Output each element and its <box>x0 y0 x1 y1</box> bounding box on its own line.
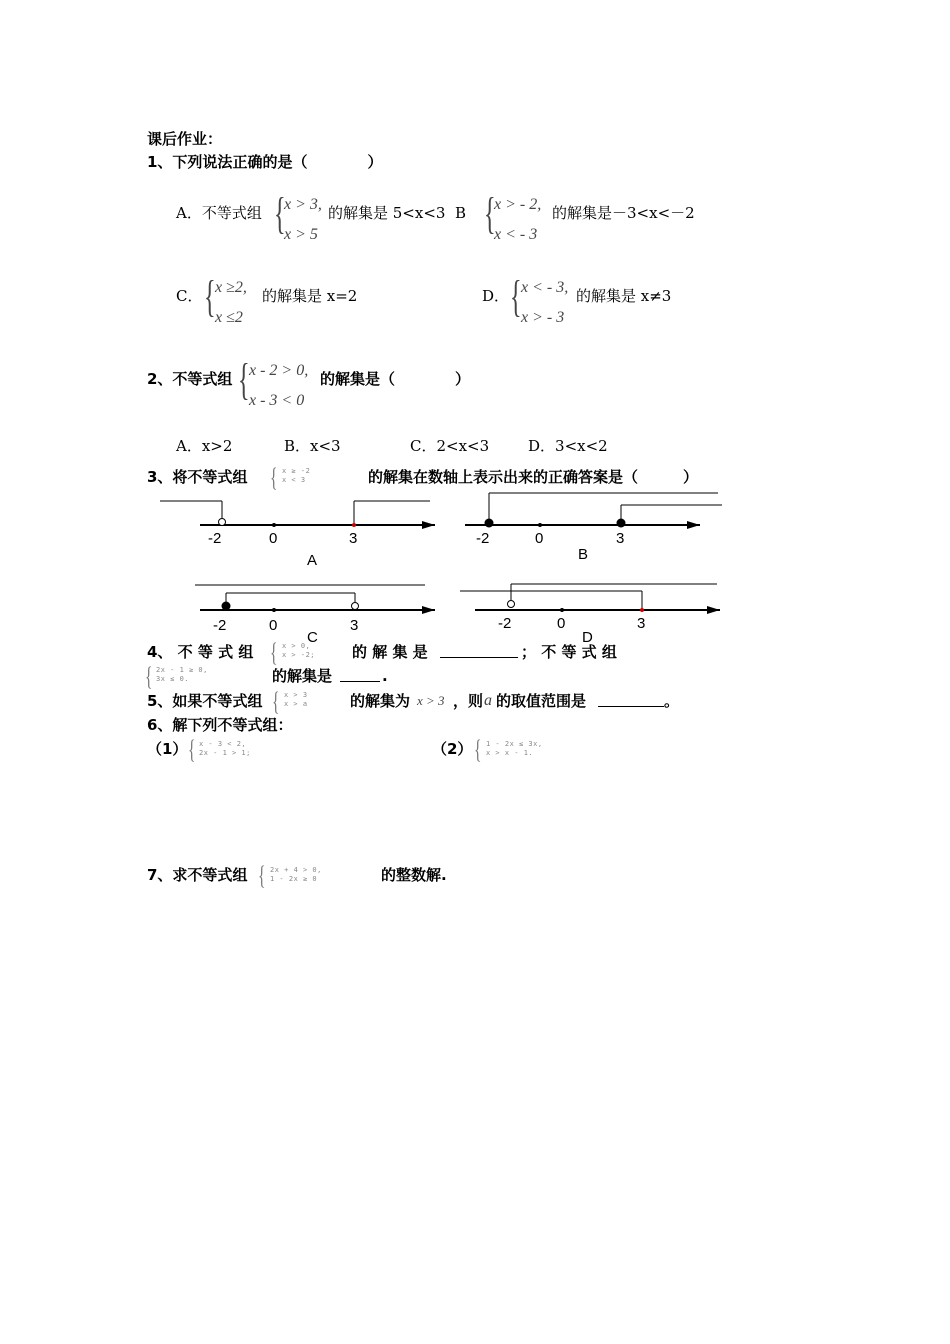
c-tick-0: 0 <box>269 617 278 634</box>
q5-stem-e: 。 <box>664 692 680 710</box>
q2-stem-b: 的解集是（ ） <box>320 370 471 388</box>
q5-stem-a: 5、如果不等式组 <box>147 692 263 710</box>
q4-stem-c: ； 不 等 式 组 <box>521 643 617 661</box>
q2-brace: { <box>238 355 250 404</box>
q5-answer-blank[interactable] <box>598 692 664 707</box>
q1-d-brace: { <box>510 272 522 321</box>
q4-stem-e: . <box>382 667 388 685</box>
a-tick-0: 0 <box>269 530 278 547</box>
q6-part1-brace: { <box>188 735 196 764</box>
q4-brace-2: { <box>145 662 153 691</box>
q2-option-b: B．x<3 <box>284 437 341 455</box>
q5-stem-b: 的解集为 <box>350 692 411 710</box>
q3-sys-line1: x ≥ -2 <box>282 467 311 475</box>
d-tick-3: 3 <box>637 615 646 632</box>
q7-sys-line2: 1 - 2x ≥ 0 <box>270 875 318 883</box>
q6-part1-line1: x - 3 < 2, <box>199 740 247 748</box>
q1-option-b-text: 的解集是－3<x<－2 <box>552 204 695 222</box>
d-tick-0: 0 <box>557 615 566 632</box>
q2-option-c: C．2<x<3 <box>410 437 490 455</box>
q4-answer-blank-1[interactable] <box>440 643 518 658</box>
q7-stem-a: 7、求不等式组 <box>147 866 248 884</box>
q1-a-brace: { <box>274 189 286 238</box>
b-option-label: B <box>578 546 589 563</box>
number-line-c <box>195 580 445 650</box>
q1-option-a-label: A．不等式组 <box>176 204 262 222</box>
q4-sys1-line2: x > -2; <box>282 651 316 659</box>
a-tick-3: 3 <box>349 530 358 547</box>
q4-stem-b: 的 解 集 是 <box>352 643 428 661</box>
q3-stem-b: 的解集在数轴上表示出来的正确答案是（ ） <box>368 468 699 486</box>
q5-variable: a <box>484 692 492 709</box>
q1-option-d-label: D． <box>482 287 510 305</box>
c-tick-3: 3 <box>350 617 359 634</box>
q5-brace: { <box>272 687 280 716</box>
q1-option-a-text: 的解集是 5<x<3 <box>328 204 446 222</box>
q1-option-c-label: C． <box>176 287 203 305</box>
q3-sys-line2: x < 3 <box>282 476 306 484</box>
q4-stem-a: 4、 不 等 式 组 <box>147 643 254 661</box>
q3-brace: { <box>270 463 278 492</box>
q6-part2-label: （2） <box>432 740 473 758</box>
number-line-a <box>150 495 450 570</box>
q2-stem-a: 2、不等式组 <box>147 370 233 388</box>
q7-stem-b: 的整数解. <box>381 866 447 884</box>
q6-part1-label: （1） <box>147 740 188 758</box>
b-tick-0: 0 <box>535 530 544 547</box>
q1-option-d-text: 的解集是 x≠3 <box>576 287 672 305</box>
c-option-label: C <box>307 629 318 646</box>
q1-option-b-label: B <box>455 204 467 222</box>
q5-sys-line2: x > a <box>284 700 308 708</box>
q7-sys-line1: 2x + 4 > 0, <box>270 866 322 874</box>
q2-line1: x - 2 > 0, <box>249 362 309 379</box>
q2-line2: x - 3 < 0 <box>249 392 305 409</box>
q5-stem-c: ，则 <box>453 692 484 710</box>
q1-c-brace: { <box>204 272 216 321</box>
q1-b-line1: x > - 2, <box>494 196 542 213</box>
q1-d-line2: x > - 3 <box>521 309 565 326</box>
d-tick-neg2: -2 <box>498 615 512 632</box>
a-option-label: A <box>307 552 318 569</box>
q2-option-a: A．x>2 <box>176 437 233 455</box>
q4-sys1-line1: x > 0, <box>282 642 311 650</box>
b-tick-3: 3 <box>616 530 625 547</box>
q4-stem-d: 的解集是 <box>272 667 333 685</box>
q1-b-brace: { <box>484 189 496 238</box>
d-option-label: D <box>582 629 593 646</box>
q1-c-line1: x ≥2, <box>215 279 247 296</box>
homework-title: 课后作业： <box>147 130 223 148</box>
q1-a-line1: x > 3, <box>284 196 322 213</box>
b-tick-neg2: -2 <box>476 530 490 547</box>
q6-part2-line2: x > x - 1. <box>486 749 534 757</box>
q1-a-line2: x > 5 <box>284 226 318 243</box>
number-line-b <box>460 495 725 570</box>
c-tick-neg2: -2 <box>213 617 227 634</box>
a-tick-neg2: -2 <box>208 530 222 547</box>
q3-stem-a: 3、将不等式组 <box>147 468 248 486</box>
q1-b-line2: x < - 3 <box>494 226 538 243</box>
q4-sys2-line1: 2x - 1 ≥ 0, <box>156 666 208 674</box>
q4-answer-blank-2[interactable] <box>340 667 380 682</box>
q2-option-d: D．3<x<2 <box>528 437 608 455</box>
q5-sys-line1: x > 3 <box>284 691 308 699</box>
number-line-d <box>460 580 725 650</box>
q6-stem: 6、解下列不等式组： <box>147 716 293 734</box>
q5-condition: x > 3 <box>417 693 445 708</box>
q1-d-line1: x < - 3, <box>521 279 569 296</box>
q6-part1-line2: 2x - 1 > 1; <box>199 749 251 757</box>
q5-stem-d: 的取值范围是 <box>496 692 587 710</box>
q1-option-c-text: 的解集是 x=2 <box>262 287 358 305</box>
q4-brace-1: { <box>270 638 278 667</box>
q6-part2-line1: 1 - 2x ≤ 3x, <box>486 740 543 748</box>
q7-brace: { <box>258 861 266 890</box>
q6-part2-brace: { <box>474 735 482 764</box>
q4-sys2-line2: 3x ≤ 0. <box>156 675 190 683</box>
q1-c-line2: x ≤2 <box>215 309 243 326</box>
q1-stem: 1、下列说法正确的是（ ） <box>147 153 383 171</box>
